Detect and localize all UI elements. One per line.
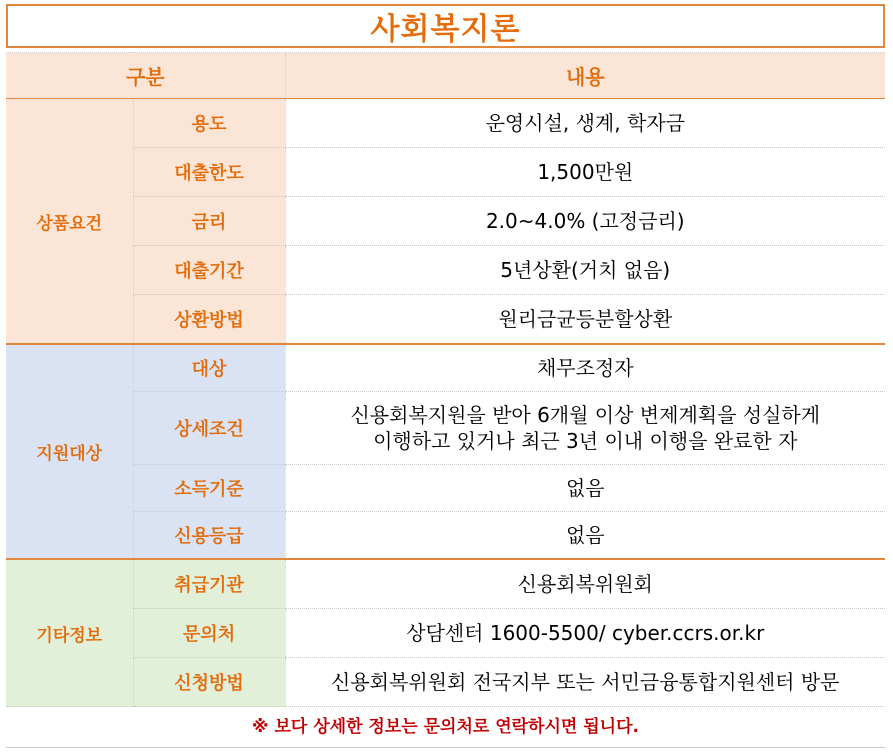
row-value: 신용회복위원회 — [285, 559, 885, 609]
row-value: 없음 — [285, 512, 885, 560]
table-row — [6, 99, 885, 148]
table-row — [6, 609, 885, 658]
page-title: 사회복지론 — [370, 12, 521, 47]
row-value: 없음 — [285, 465, 885, 512]
row-value: 5년상환(거치 없음) — [285, 246, 885, 295]
row-label: 신청방법 — [133, 658, 285, 707]
row-label: 신용등급 — [133, 512, 285, 560]
table-row — [6, 392, 885, 465]
table-row — [6, 246, 885, 295]
footer-note: ※ 보다 상세한 정보는 문의처로 연락하시면 됩니다. — [6, 701, 885, 748]
table-row — [6, 344, 885, 392]
row-label: 상환방법 — [133, 295, 285, 345]
row-value: 1,500만원 — [285, 148, 885, 197]
table-row — [6, 148, 885, 197]
row-value: 2.0~4.0% (고정금리) — [285, 197, 885, 246]
table-row — [6, 197, 885, 246]
row-value: 상담센터 1600-5500/ cyber.ccrs.or.kr — [285, 609, 885, 658]
row-label: 대출기간 — [133, 246, 285, 295]
row-label: 금리 — [133, 197, 285, 246]
row-label: 대상 — [133, 344, 285, 392]
group-label-product: 상품요건 — [6, 99, 133, 345]
header-category: 구분 — [6, 53, 285, 99]
table-row — [6, 559, 885, 609]
group-label-other: 기타정보 — [6, 559, 133, 707]
row-label: 대출한도 — [133, 148, 285, 197]
table-header-row — [6, 53, 885, 99]
table-row — [6, 512, 885, 560]
row-label: 문의처 — [133, 609, 285, 658]
row-value: 원리금균등분할상환 — [285, 295, 885, 345]
page-title-box — [6, 4, 885, 48]
row-value — [285, 392, 885, 465]
row-label: 취급기관 — [133, 559, 285, 609]
header-content: 내용 — [285, 53, 885, 99]
row-label: 소득기준 — [133, 465, 285, 512]
row-value: 채무조정자 — [285, 344, 885, 392]
table-row — [6, 658, 885, 707]
table-row — [6, 295, 885, 345]
row-value-line2: 이행하고 있거나 최근 3년 이내 이행을 완료한 자 — [373, 429, 798, 453]
row-value-line1: 신용회복지원을 받아 6개월 이상 변제계획을 성실하게 — [350, 403, 821, 427]
row-value: 운영시설, 생계, 학자금 — [285, 99, 885, 148]
row-label: 상세조건 — [133, 392, 285, 465]
group-label-target: 지원대상 — [6, 344, 133, 559]
row-value: 신용회복위원회 전국지부 또는 서민금융통합지원센터 방문 — [285, 658, 885, 707]
loan-info-table — [6, 52, 885, 707]
table-row — [6, 465, 885, 512]
row-label: 용도 — [133, 99, 285, 148]
